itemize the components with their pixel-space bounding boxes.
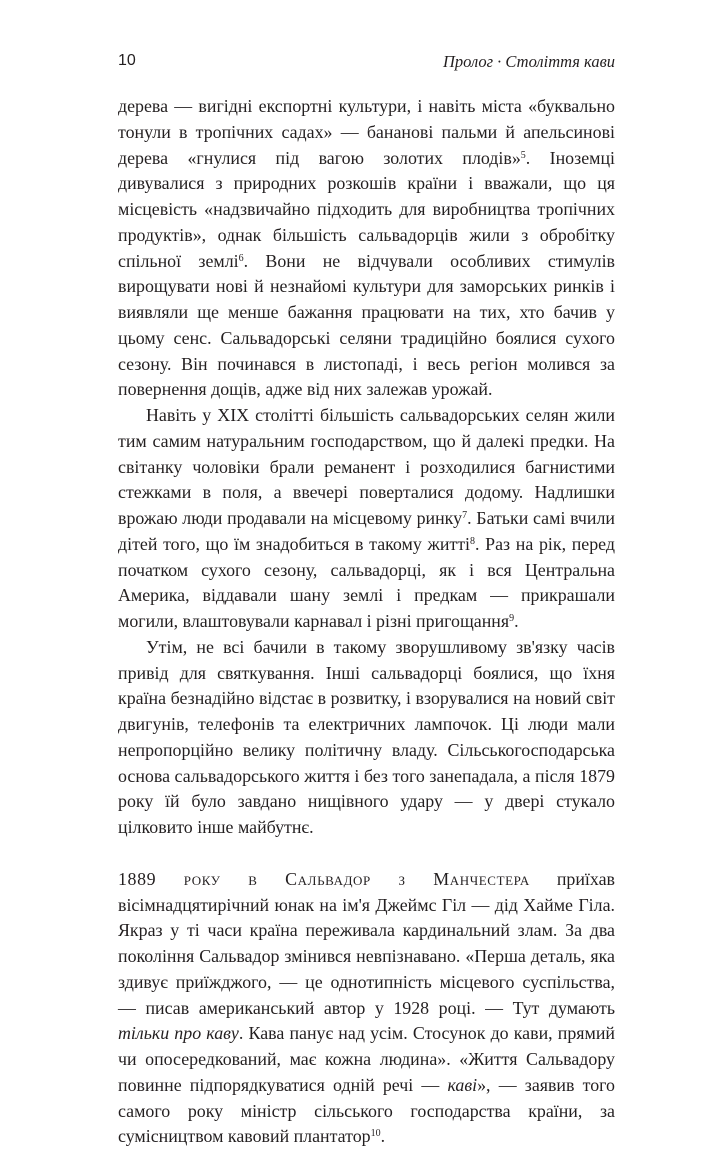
paragraph-1-text-a: дерева — вигідні експортні культури, і навіть міста «буквально тонули в тропічних садах» — бананові пальми й апельсинові дерева «гнулися під вагою золотих плодів» <box>118 96 615 168</box>
running-title: Пролог · Століття кави <box>442 52 615 71</box>
page-number: 10 <box>118 52 136 69</box>
paragraph-2-text-d: . <box>514 611 519 631</box>
footnote-ref-8: 8 <box>470 535 476 547</box>
paragraph-2-text-a: Навіть у XIX столітті більшість сальвадорських селян жили тим самим натуральним господарством, що й далекі предки. На світанку чоловіки брали реманент і розходилися багнистими стежками в поля, а ввечері поверталися додому. Надлишки врожаю люди продавали на місцевому ринку <box>118 405 615 528</box>
paragraph-4-text-a: приїхав вісімнадцятирічний юнак на ім'я Джеймс Гіл — дід Хайме Гіла. Якраз у ті часи країна переживала кардинальний злам. За два покоління Сальвадор змінився невпізнавано. «Перша деталь, яка здивує приїжджого, — це однотипність місцевого суспільства, — писав американський автор у 1928 році. — Тут думають <box>118 868 616 1018</box>
page-header <box>118 52 615 78</box>
footnote-ref-6: 6 <box>238 252 244 264</box>
paragraph-2 <box>118 403 615 635</box>
italic-word-coffee: каві <box>447 1074 478 1095</box>
footnote-ref-7: 7 <box>462 510 468 521</box>
section-lead-in: 1889 року в Сальвадор з Манчестера <box>118 868 530 889</box>
paragraph-4-text-b: . Кава панує над усім. Стосунок до кави, прямий чи опосередкований, має кожна людина». «Життя Сальвадору повинне підпорядкуватися одній речі — <box>118 1023 615 1095</box>
italic-phrase-coffee-only: тільки про каву <box>118 1023 239 1044</box>
paragraph-1 <box>118 94 615 403</box>
paragraph-3: Утім, не всі бачили в такому зворушливому зв'язку часів привід для святкування. Інші сальвадорці боялися, що їхня країна безнадійно відстає в розвитку, і взорувалися на новий світ двигунів, телефонів та електричних лампочок. Ці люди мали непропорційно велику політичну владу. Сільськогосподарська основа сальвадорського життя і без того занепадала, а після 1879 року їй було завдано нищівного удару — у двері стукало цілковито інше майбутнє. <box>118 636 615 837</box>
footnote-ref-5: 5 <box>520 149 526 161</box>
footnote-ref-10: 10 <box>370 1128 381 1140</box>
paragraph-2-text-b: . Батьки самі вчили дітей того, що їм знадобиться в такому житті <box>118 508 615 554</box>
footnote-ref-9: 9 <box>509 613 515 624</box>
paragraph-2-text-c: . Раз на рік, перед початком сухого сезону, сальвадорці, як і вся Центральна Америка, віддавали шану землі і предкам — прикрашали могили, влаштовували карнавал і різні пригощання <box>118 533 615 631</box>
paragraph-1-text-b: . Іноземці дивувалися з природних розкошів країни і вважали, що ця місцевість «надзвичайно підходить для виробництва тропічних продуктів», однак більшість сальвадорців жили з обробітку спільної землі <box>118 147 615 271</box>
paragraph-4-text-d: . <box>380 1126 386 1147</box>
paragraph-4 <box>118 867 615 1150</box>
body-text <box>118 94 615 1150</box>
section-break <box>118 841 615 867</box>
paragraph-4-text-c: », — заявив того самого року міністр сільського господарства країни, за сумісництвом кавовий плантатор <box>118 1074 615 1147</box>
paragraph-1-text-c: . Вони не відчували особливих стимулів вирощувати нові й незнайомі культури для заморських ринків і виявляли ще менше бажання працювати на тих, хто бачив у цьому сенс. Сальвадорські селяни традиційно боялися сухого сезону. Він починався в листопаді, і весь регіон молився за повернення дощів, адже від них залежав урожай. <box>118 250 616 400</box>
